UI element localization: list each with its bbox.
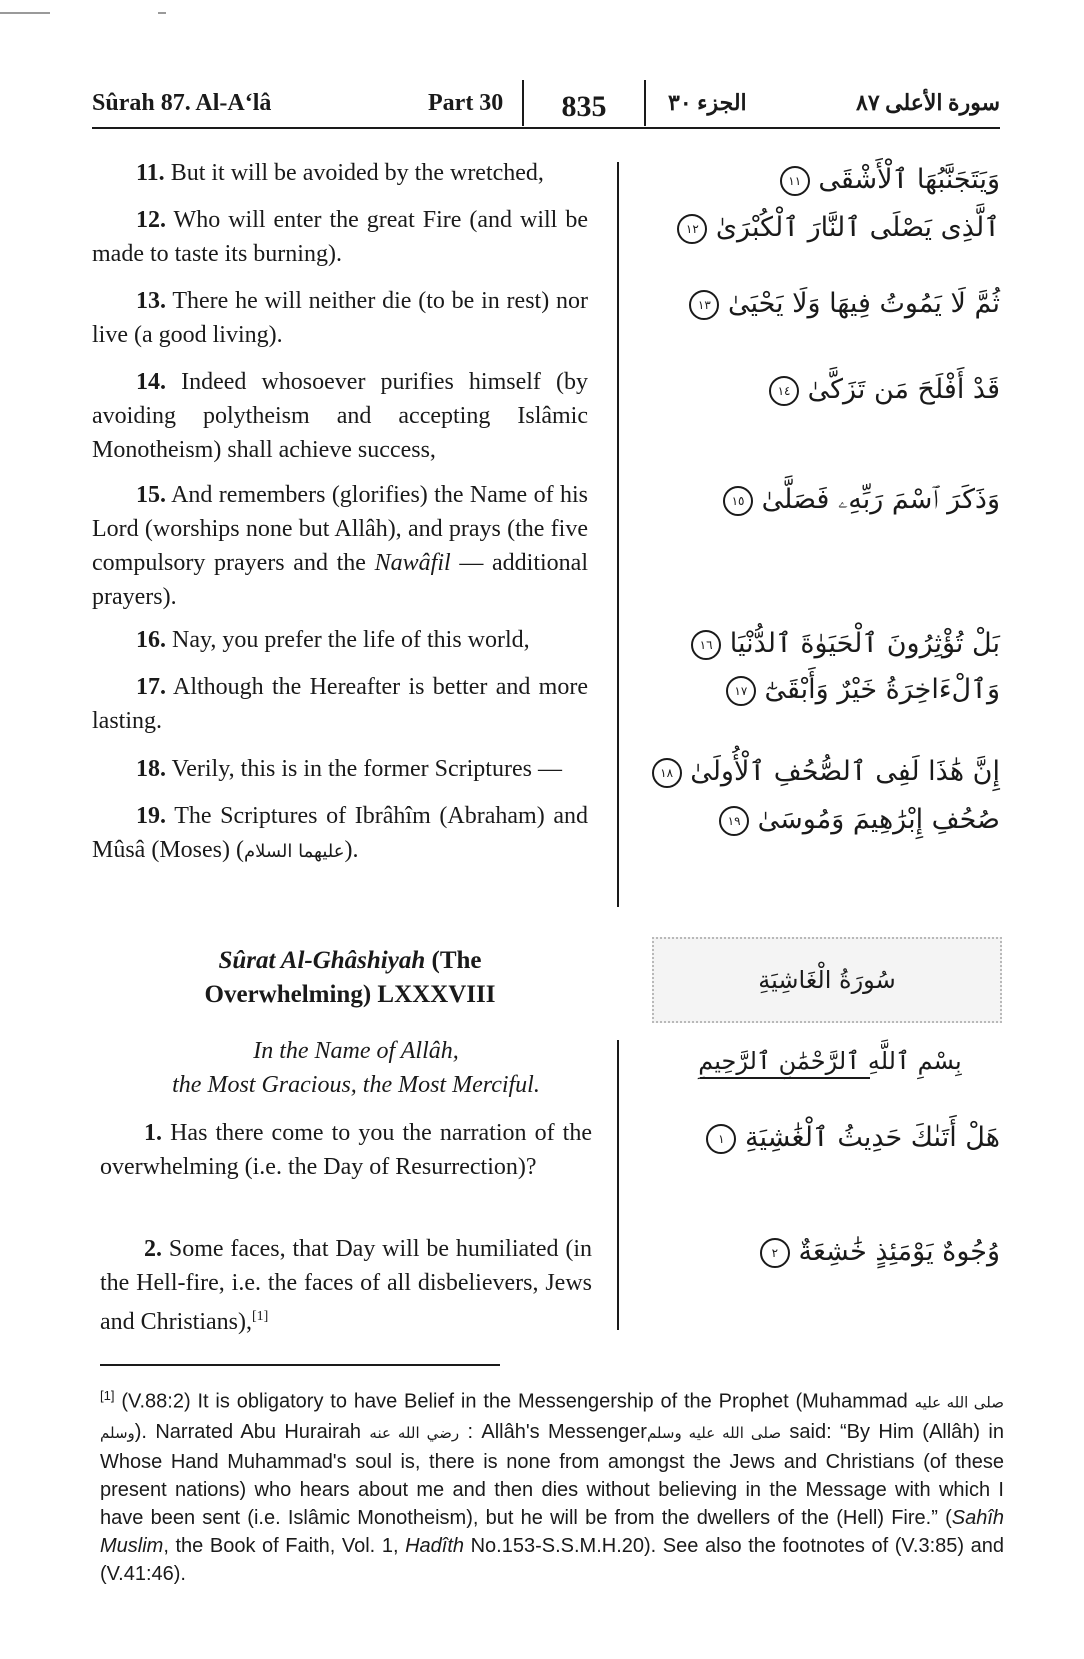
ayah-number-mark: ١٦ <box>691 630 721 660</box>
page-number: 835 <box>522 80 646 126</box>
surah-heading-ar: سُورَةُ الْغَاشِيَةِ <box>758 966 896 994</box>
bismillah-en-line1: In the Name of Allâh, <box>253 1038 459 1064</box>
arabic-verse-19: صُحُفِ إِبْرَٰهِيمَ وَمُوسَىٰ ١٩ <box>715 800 1000 840</box>
verse-14: 14. Indeed whosoever purifies himself (by avoiding polytheism and accepting Islâmic Monotheism) shall achieve success, <box>92 369 588 463</box>
verse-15: 15. And remembers (glorifies) the Name of his Lord (worships none but Allâh), and prays (the five compulsory prayers and the Nawâfil — additional prayers). <box>92 482 589 610</box>
footnote: [1] (V.88:2) It is obligatory to have Belief in the Messengership of the Prophet (Muhammad صلى الله عليه وسلم). Narrated Abu Hurairah رضي الله عنه : Allâh's Messengerصلى الله عليه وسلم said: “By Him (Allâh) in Whose Hand Muhammad's soul is, there is none from amongst the Jews and Christians (of these present nations) who hears about me and then dies without believing in the Message with which I have been sent (i.e. Islâmic Monotheism), but he will be from the dwellers of the (Hell) Fire.” (Sahîh Muslim, the Book of Faith, Vol. 1, Hadîth No.153-S.S.M.H.20). See also the footnotes of (V.3:85) and (V.41:46). <box>100 1388 1005 1585</box>
part-label-ar: الجزء ٣٠ <box>668 90 747 115</box>
arabic-verse-18: إِنَّ هَٰذَا لَفِى ٱلصُّحُفِ ٱلْأُولَىٰ ١٨ <box>648 752 1000 792</box>
verse-ghashiyah-2: 2. Some faces, that Day will be humiliated (in the Hell-fire, i.e. the faces of all disbelievers, Jews and Christians),[1] <box>100 1236 592 1335</box>
ayah-number-mark: ١١ <box>780 166 810 196</box>
ayah-number-mark: ١٥ <box>723 486 753 516</box>
verse-17: 17. Although the Hereafter is better and more lasting. <box>92 674 588 734</box>
arabic-verse-14: قَدْ أَفْلَحَ مَن تَزَكَّىٰ ١٤ <box>765 370 1000 410</box>
surah-heading: Sûrat Al-Ghâshiyah (The Overwhelming) LXXXVIII <box>204 947 496 1008</box>
verse-16: 16. Nay, you prefer the life of this world, <box>136 627 530 653</box>
column-divider <box>617 1040 619 1330</box>
ayah-number-mark: ١٧ <box>726 676 756 706</box>
ayah-number-mark: ٢ <box>760 1238 790 1268</box>
column-divider <box>617 162 619 907</box>
bismillah-ornament-line <box>700 1077 870 1079</box>
verse-ghashiyah-1: 1. Has there come to you the narration of the overwhelming (i.e. the Day of Resurrection)? <box>100 1120 592 1180</box>
footnote-rule <box>100 1364 500 1366</box>
bismillah-ar: بِسْمِ ٱللَّهِ ٱلرَّحْمَٰنِ ٱلرَّحِيمِ <box>698 1047 962 1075</box>
arabic-verse-15: وَذَكَرَ ٱسْمَ رَبِّهِۦ فَصَلَّىٰ ١٥ <box>719 480 1000 520</box>
ayah-number-mark: ١٩ <box>719 806 749 836</box>
scan-artifact <box>158 12 166 14</box>
arabic-verse-11: وَيَتَجَنَّبُهَا ٱلْأَشْقَى ١١ <box>776 160 1000 200</box>
ayah-number-mark: ١٤ <box>769 376 799 406</box>
arabic-verse-12: ٱلَّذِى يَصْلَى ٱلنَّارَ ٱلْكُبْرَىٰ ١٢ <box>673 208 1000 248</box>
ayah-number-mark: ١٣ <box>689 290 719 320</box>
arabic-verse-16: بَلْ تُؤْثِرُونَ ٱلْحَيَوٰةَ ٱلدُّنْيَا ١٦ <box>687 624 1000 664</box>
surah-title-en: Sûrah 87. Al-A‘lâ <box>92 90 272 116</box>
verse-12: 12. Who will enter the great Fire (and will be made to taste its burning). <box>92 207 588 267</box>
surah-heading-ar-frame <box>652 937 1002 1023</box>
verse-19: 19. The Scriptures of Ibrâhîm (Abraham) and Mûsâ (Moses) (عليهما السلام). <box>92 803 588 863</box>
footnote-ref: [1] <box>251 1309 269 1324</box>
surah-title-ar: سورة الأعلى ٨٧ <box>856 90 1000 115</box>
ayah-number-mark: ١ <box>706 1124 736 1154</box>
verse-18: 18. Verily, this is in the former Scriptures — <box>136 756 562 782</box>
ayah-number-mark: ١٨ <box>652 758 682 788</box>
arabic-verse-13: ثُمَّ لَا يَمُوتُ فِيهَا وَلَا يَحْيَىٰ ١٣ <box>685 284 1000 324</box>
bismillah-en-line2: the Most Gracious, the Most Merciful. <box>172 1072 540 1098</box>
header-rule <box>92 127 1000 129</box>
arabic-verse-17: وَٱلْءَاخِرَةُ خَيْرٌ وَأَبْقَىٰٓ ١٧ <box>722 670 1000 710</box>
verse-13: 13. There he will neither die (to be in rest) nor live (a good living). <box>92 288 588 348</box>
part-label-en: Part 30 <box>428 90 504 116</box>
verse-11: 11. But it will be avoided by the wretched, <box>136 160 544 186</box>
ayah-number-mark: ١٢ <box>677 214 707 244</box>
scan-artifact <box>0 12 50 14</box>
arabic-verse-ghashiyah-1: هَلْ أَتَىٰكَ حَدِيثُ ٱلْغَٰشِيَةِ ١ <box>702 1118 1000 1158</box>
arabic-verse-ghashiyah-2: وُجُوهٌ يَوْمَئِذٍ خَٰشِعَةٌ ٢ <box>756 1232 1000 1272</box>
